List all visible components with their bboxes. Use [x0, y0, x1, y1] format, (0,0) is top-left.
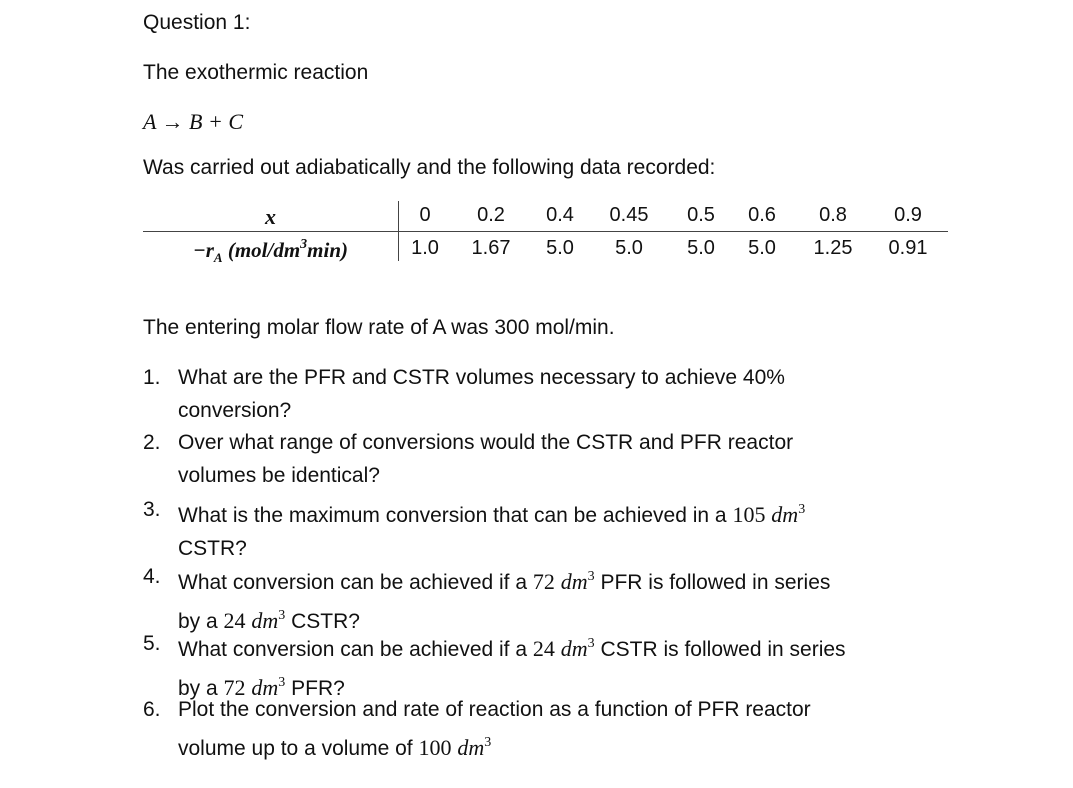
table-cell: 0.45	[609, 204, 649, 226]
question-text: CSTR is followed in series	[600, 638, 846, 661]
question-heading: Question 1:	[143, 11, 251, 34]
question-text: volumes be identical?	[178, 464, 380, 487]
table-cell: 1.0	[411, 237, 439, 259]
table-cell: 0.6	[748, 204, 776, 226]
question-item: 5. What conversion can be achieved if a 24 $dm^3$ CSTR is followed in series by a 72 $dm^3$ PFR?	[143, 627, 953, 705]
question-item: 6. Plot the conversion and rate of reaction as a function of PFR reactor volume up to a volume of 100 $dm^3$	[143, 693, 953, 765]
question-text: What are the PFR and CSTR volumes necessary to achieve 40%	[178, 366, 785, 389]
question-number: 2.	[143, 431, 161, 454]
question-text: by a	[178, 610, 218, 633]
reaction-equation	[143, 109, 243, 135]
data-table	[143, 196, 948, 268]
reaction-text: A → B + C	[143, 109, 243, 134]
table-cell: 0.2	[477, 204, 505, 226]
table-cell: 5.0	[546, 237, 574, 259]
table-cell: 0.9	[894, 204, 922, 226]
question-text: Over what range of conversions would the CSTR and PFR reactor	[178, 431, 794, 454]
question-text: What conversion can be achieved if a	[178, 638, 528, 661]
flow-rate-text: The entering molar flow rate of A was 300 mol/min.	[143, 316, 615, 339]
question-item: 4. What conversion can be achieved if a 72 $dm^3$ PFR is followed in series by a 24 $dm^3$ CSTR?	[143, 560, 953, 638]
question-number: 1.	[143, 366, 161, 389]
question-text: CSTR?	[291, 610, 360, 633]
question-number: 3.	[143, 498, 161, 521]
question-text: by a	[178, 677, 218, 700]
question-text: conversion?	[178, 399, 292, 422]
table-rule	[143, 231, 948, 232]
table-cell: 0.91	[888, 237, 928, 259]
question-item	[143, 361, 953, 427]
row-label-x: x	[265, 204, 276, 229]
question-text: volume up to a volume of	[178, 737, 413, 760]
volume-value: 24	[223, 608, 246, 633]
question-text: What conversion can be achieved if a	[178, 571, 528, 594]
data-intro-text: Was carried out adiabatically and the following data recorded:	[143, 156, 716, 179]
volume-value: 72	[532, 569, 555, 594]
volume-unit: dm	[771, 502, 799, 527]
question-number: 5.	[143, 632, 161, 655]
table-cell: 1.25	[813, 237, 853, 259]
table-cell: 5.0	[687, 237, 715, 259]
question-text: PFR?	[291, 677, 345, 700]
row-label-rate: $-r_A$ $(mol/dm^3\min)$	[192, 237, 349, 266]
table-cell: 0.5	[687, 204, 715, 226]
question-number: 6.	[143, 698, 161, 721]
question-text: CSTR?	[178, 537, 247, 560]
volume-value: 24	[532, 636, 555, 661]
volume-value: 105	[732, 502, 766, 527]
table-cell: 0.8	[819, 204, 847, 226]
table-cell: 5.0	[615, 237, 643, 259]
intro-text: The exothermic reaction	[143, 61, 369, 84]
table-cell: 0.4	[546, 204, 574, 226]
volume-value: 100	[418, 735, 452, 760]
question-text: Plot the conversion and rate of reaction as a function of PFR reactor	[178, 698, 811, 721]
table-cell: 0	[419, 204, 431, 226]
table-cell: 1.67	[471, 237, 511, 259]
question-number: 4.	[143, 565, 161, 588]
question-text: What is the maximum conversion that can be achieved in a	[178, 504, 727, 527]
question-text: PFR is followed in series	[600, 571, 831, 594]
question-item	[143, 426, 953, 492]
question-item: 3. What is the maximum conversion that can be achieved in a 105 $dm^3$ CSTR?	[143, 493, 953, 565]
volume-value: 72	[223, 675, 246, 700]
table-cell: 5.0	[748, 237, 776, 259]
